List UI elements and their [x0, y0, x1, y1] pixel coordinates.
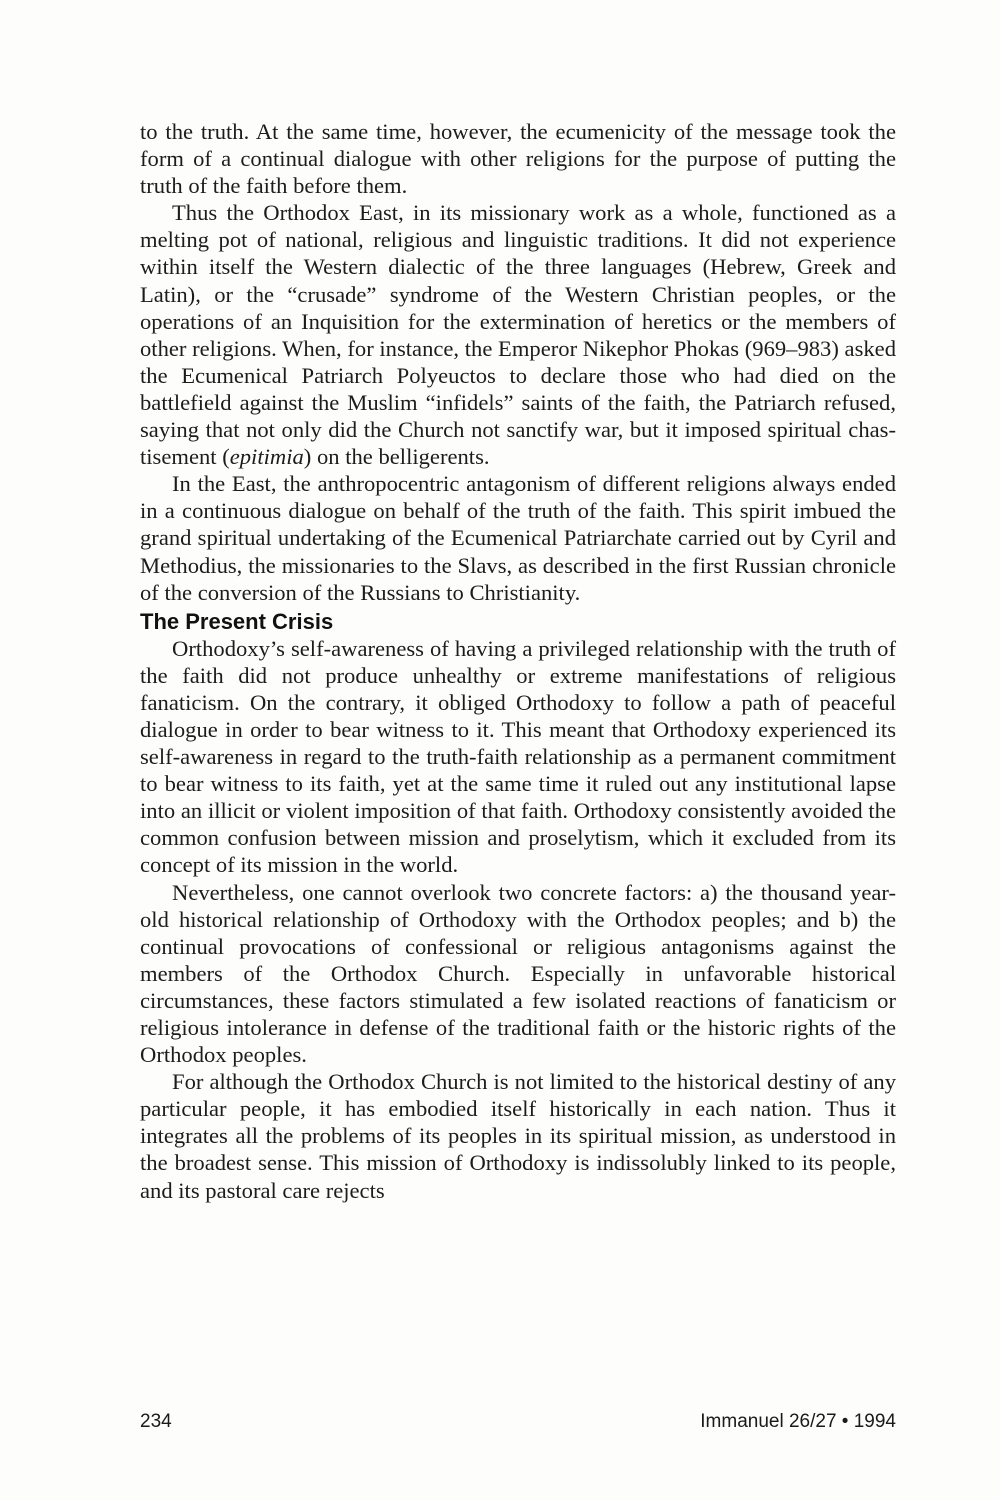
paragraph-4: Orthodoxy’s self-awareness of having a privileged relationship with the truth of the faith did not produce unhealthy or extreme manifestations of religious fanaticism. On the contrary, it obliged Orthodoxy to follow a path of peaceful dialogue in order to bear witness to it. This meant that Orthodoxy experienced its self-awareness in regard to the truth-faith relationship as a permanent commitment to bear witness to its faith, yet at the same time it ruled out any institutional lapse into an illicit or violent imposition of that faith. Orthodoxy consistently avoided the common confusion between mission and proselytism, which it excluded from its concept of its mission in the world. [140, 635, 896, 878]
paragraph-2: Thus the Orthodox East, in its missionary work as a whole, functioned as a melting pot of national, religious and linguistic traditions. It did not experience within itself the Western dialectic of the three languages (Hebrew, Greek and Latin), or the “crusade” syndrome of the Western Christian peoples, or the operations of an Inquisition for the extermination of heretics or the members of other religions. When, for instance, the Emperor Nikephor Phokas (969–983) asked the Ecumenical Patriarch Polyeuctos to declare those who had died on the battlefield against the Muslim “infidels” saints of the faith, the Patriarch refused, saying that not only did the Church not sanctify war, but it imposed spiritual chastisement (epitimia) on the belligerents. [140, 200, 896, 470]
paragraph-3: In the East, the anthropocentric antagonism of different religions always ended in a continuous dialogue on behalf of the truth of the faith. This spirit imbued the grand spiritual undertaking of the Ecumenical Patriarchate carried out by Cyril and Methodius, the missionaries to the Slavs, as described in the first Russian chronicle of the conversion of the Russians to Christianity. [140, 471, 896, 605]
journal-citation: Immanuel 26/27 • 1994 [700, 1411, 896, 1432]
paragraph-1: to the truth. At the same time, however, the ecumenicity of the message took the form of a continual dialogue with other religions for the purpose of putting the truth of the faith before them. [140, 119, 896, 199]
page-footer [140, 1411, 896, 1433]
body-text [140, 118, 896, 1204]
section-heading: The Present Crisis [140, 608, 334, 634]
paragraph-5: Nevertheless, one cannot overlook two concrete factors: a) the thousand year-old historical relationship of Orthodoxy with the Orthodox peoples; and b) the continual provocations of confessional or religious antagonisms against the members of the Orthodox Church. Especially in unfavorable historical circumstances, these factors stimulated a few isolated reactions of fanaticism or religious intolerance in defense of the traditional faith or the historic rights of the Orthodox peoples. [140, 879, 896, 1068]
page-number: 234 [140, 1411, 172, 1432]
paragraph-6: For although the Orthodox Church is not limited to the historical destiny of any particular people, it has embodied itself historically in each nation. Thus it integrates all the problems of its peoples in its spiritual mission, as understood in the broadest sense. This mission of Orthodoxy is indissolubly linked to its people, and its pastoral care rejects [140, 1069, 896, 1203]
italic-term: epitimia [229, 444, 304, 470]
